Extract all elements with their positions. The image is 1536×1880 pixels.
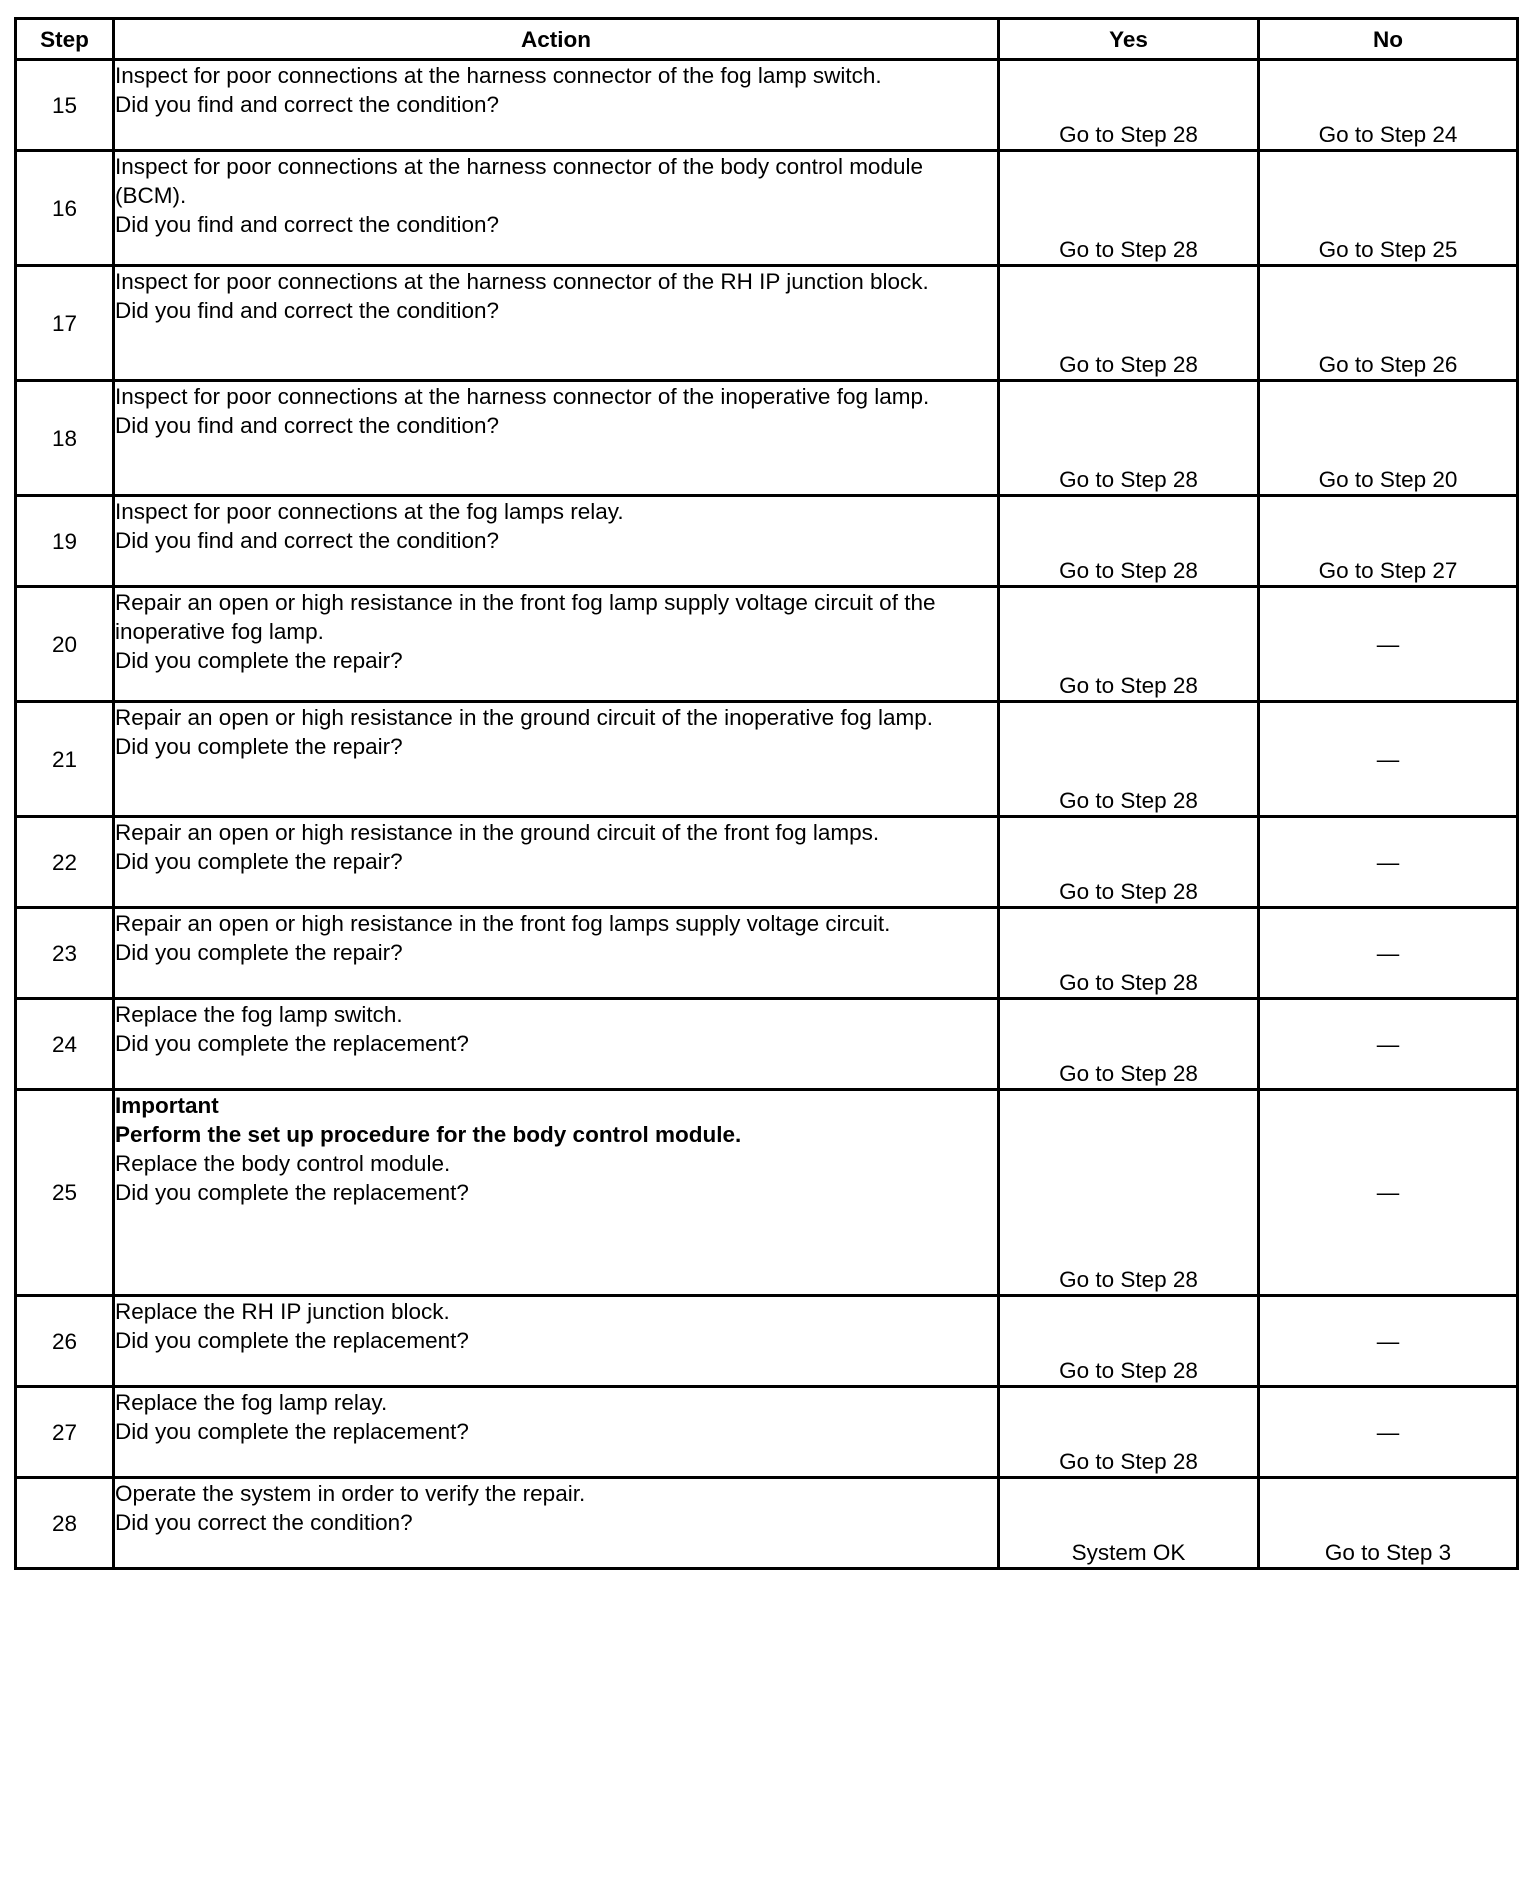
action-question: Did you find and correct the condition?: [115, 413, 499, 438]
action-question: Did you find and correct the condition?: [115, 528, 499, 553]
action-cell: [114, 587, 999, 702]
action-cell: [114, 496, 999, 587]
header-no: No: [1259, 19, 1518, 60]
step-number: 28: [16, 1478, 114, 1569]
important-text: Perform the set up procedure for the body control module.: [115, 1122, 742, 1147]
no-result: —: [1259, 1090, 1518, 1296]
no-result: —: [1259, 817, 1518, 908]
action-text: Inspect for poor connections at the harness connector of the RH IP junction block.: [115, 269, 929, 294]
action-cell: [114, 1090, 999, 1296]
diagnostic-table: [14, 17, 1519, 1570]
step-number: 26: [16, 1296, 114, 1387]
header-step: Step: [16, 19, 114, 60]
action-cell: [114, 999, 999, 1090]
yes-result: Go to Step 28: [999, 587, 1259, 702]
yes-result: Go to Step 28: [999, 1387, 1259, 1478]
yes-result: Go to Step 28: [999, 60, 1259, 151]
table-row: [16, 381, 1518, 496]
table-row: [16, 702, 1518, 817]
yes-result: Go to Step 28: [999, 817, 1259, 908]
action-question: Did you complete the replacement?: [115, 1180, 469, 1205]
table-row: [16, 999, 1518, 1090]
yes-result: Go to Step 28: [999, 496, 1259, 587]
no-result: —: [1259, 1387, 1518, 1478]
action-question: Did you complete the repair?: [115, 734, 403, 759]
action-text: Inspect for poor connections at the harness connector of the inoperative fog lamp.: [115, 384, 930, 409]
no-result: —: [1259, 1296, 1518, 1387]
action-question: Did you complete the repair?: [115, 940, 403, 965]
no-result: —: [1259, 999, 1518, 1090]
action-text: Inspect for poor connections at the harness connector of the fog lamp switch.: [115, 63, 882, 88]
step-number: 19: [16, 496, 114, 587]
action-text: Operate the system in order to verify the repair.: [115, 1481, 586, 1506]
table-row: [16, 151, 1518, 266]
action-text: Inspect for poor connections at the harness connector of the body control module (BCM).: [115, 154, 923, 208]
step-number: 22: [16, 817, 114, 908]
header-row: [16, 19, 1518, 60]
step-number: 21: [16, 702, 114, 817]
action-cell: [114, 266, 999, 381]
no-result: Go to Step 27: [1259, 496, 1518, 587]
action-question: Did you complete the replacement?: [115, 1419, 469, 1444]
step-number: 15: [16, 60, 114, 151]
yes-result: Go to Step 28: [999, 908, 1259, 999]
table-row: [16, 266, 1518, 381]
table-row: [16, 1478, 1518, 1569]
table-row: [16, 817, 1518, 908]
action-cell: [114, 1296, 999, 1387]
action-question: Did you complete the repair?: [115, 648, 403, 673]
step-number: 16: [16, 151, 114, 266]
yes-result: Go to Step 28: [999, 381, 1259, 496]
yes-result: Go to Step 28: [999, 266, 1259, 381]
no-result: —: [1259, 702, 1518, 817]
important-label: Important: [115, 1093, 219, 1118]
action-question: Did you find and correct the condition?: [115, 212, 499, 237]
yes-result: Go to Step 28: [999, 151, 1259, 266]
no-result: Go to Step 25: [1259, 151, 1518, 266]
action-cell: [114, 817, 999, 908]
action-text: Replace the body control module.: [115, 1151, 451, 1176]
action-text: Repair an open or high resistance in the ground circuit of the inoperative fog lamp.: [115, 705, 933, 730]
yes-result: Go to Step 28: [999, 1296, 1259, 1387]
action-question: Did you correct the condition?: [115, 1510, 413, 1535]
action-question: Did you complete the replacement?: [115, 1031, 469, 1056]
yes-result: Go to Step 28: [999, 1090, 1259, 1296]
no-result: Go to Step 26: [1259, 266, 1518, 381]
action-cell: [114, 908, 999, 999]
yes-result: System OK: [999, 1478, 1259, 1569]
action-question: Did you find and correct the condition?: [115, 92, 499, 117]
action-question: Did you complete the repair?: [115, 849, 403, 874]
action-text: Repair an open or high resistance in the front fog lamp supply voltage circuit of the inoperative fog lamp.: [115, 590, 936, 644]
step-number: 17: [16, 266, 114, 381]
action-text: Replace the fog lamp switch.: [115, 1002, 403, 1027]
header-yes: Yes: [999, 19, 1259, 60]
action-text: Inspect for poor connections at the fog lamps relay.: [115, 499, 624, 524]
step-number: 24: [16, 999, 114, 1090]
action-cell: [114, 60, 999, 151]
step-number: 27: [16, 1387, 114, 1478]
action-text: Replace the fog lamp relay.: [115, 1390, 388, 1415]
no-result: —: [1259, 587, 1518, 702]
action-cell: [114, 381, 999, 496]
step-number: 23: [16, 908, 114, 999]
action-cell: [114, 1387, 999, 1478]
action-cell: [114, 151, 999, 266]
step-number: 25: [16, 1090, 114, 1296]
action-cell: [114, 1478, 999, 1569]
no-result: —: [1259, 908, 1518, 999]
yes-result: Go to Step 28: [999, 999, 1259, 1090]
no-result: Go to Step 24: [1259, 60, 1518, 151]
table-row: [16, 908, 1518, 999]
table-row: [16, 1296, 1518, 1387]
step-number: 20: [16, 587, 114, 702]
action-cell: [114, 702, 999, 817]
header-action: Action: [114, 19, 999, 60]
no-result: Go to Step 3: [1259, 1478, 1518, 1569]
yes-result: Go to Step 28: [999, 702, 1259, 817]
action-text: Repair an open or high resistance in the front fog lamps supply voltage circuit.: [115, 911, 891, 936]
action-text: Repair an open or high resistance in the ground circuit of the front fog lamps.: [115, 820, 880, 845]
table-row: [16, 587, 1518, 702]
table-row: [16, 1387, 1518, 1478]
action-text: Replace the RH IP junction block.: [115, 1299, 450, 1324]
action-question: Did you complete the replacement?: [115, 1328, 469, 1353]
no-result: Go to Step 20: [1259, 381, 1518, 496]
table-row: [16, 1090, 1518, 1296]
step-number: 18: [16, 381, 114, 496]
table-row: [16, 60, 1518, 151]
action-question: Did you find and correct the condition?: [115, 298, 499, 323]
table-row: [16, 496, 1518, 587]
